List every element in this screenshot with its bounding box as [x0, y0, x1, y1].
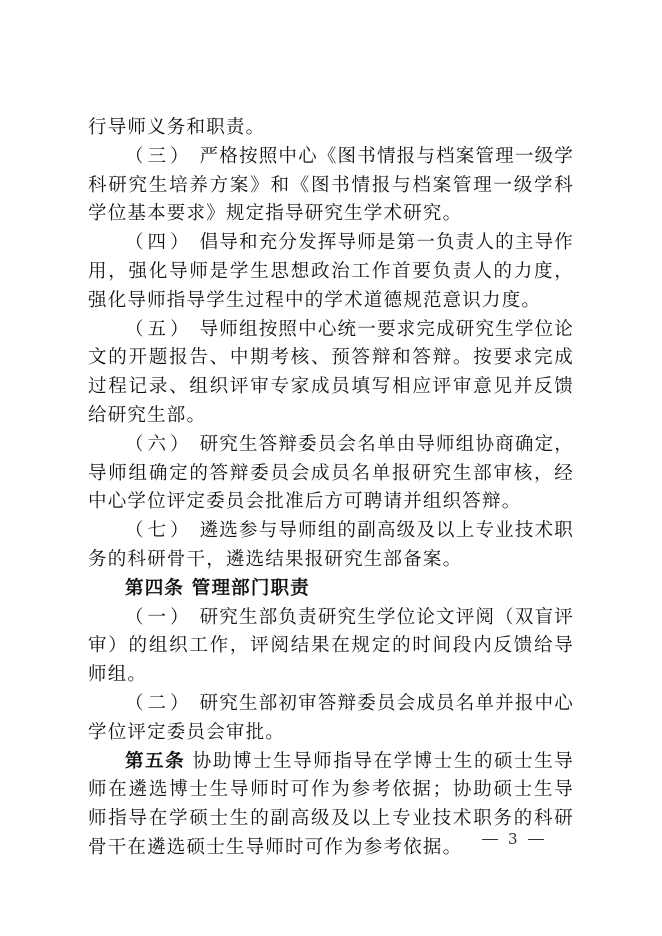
- article-4-heading: 第四条 管理部门职责: [125, 577, 310, 599]
- item-text: 遴选参与导师组的副高级及以上专业技术职务的科研骨干，遴选结果报研究生部备案。: [88, 520, 574, 570]
- dash-right-icon: [528, 839, 544, 840]
- paragraph-continued: 行导师义务和职责。: [88, 117, 266, 138]
- paragraph-item-6: [88, 431, 574, 517]
- page-number-value: 3: [508, 830, 518, 848]
- item-number: （六）: [125, 433, 193, 455]
- item-number: （五）: [125, 318, 193, 340]
- paragraph-article4-item-1: [88, 604, 574, 690]
- paragraph-item-7: [88, 517, 574, 575]
- item-number: （三）: [125, 145, 193, 167]
- paragraph-item-5: [88, 316, 574, 431]
- item-text: 导师组按照中心统一要求完成研究生学位论文的开题报告、中期考核、预答辩和答辩。按要求完成过程记录、组织评审专家成员填写相应评审意见并反馈给研究生部。: [88, 318, 574, 426]
- item-text: 严格按照中心《图书情报与档案管理一级学科研究生培养方案》和《图书情报与档案管理一级学科学位基本要求》规定指导研究生学术研究。: [88, 145, 574, 225]
- page-number: [482, 830, 544, 848]
- item-text: 研究生部负责研究生学位论文评阅（双盲评审）的组织工作，评阅结果在规定的时间段内反馈给导师组。: [88, 606, 574, 686]
- article-5-text: 协助博士生导师指导在学博士生的硕士生导师在遴选博士生导师时可作为参考依据；协助硕士生导师指导在学硕士生的副高级及以上专业技术职务的科研骨干在遴选硕士生导师时可作为参考依据。: [88, 750, 574, 858]
- item-text: 倡导和充分发挥导师是第一负责人的主导作用，强化导师是学生思想政治工作首要负责人的力度，强化导师指导学生过程中的学术道德规范意识力度。: [88, 232, 574, 311]
- article-5-label: 第五条: [125, 750, 186, 772]
- item-text: 研究生答辩委员会名单由导师组协商确定，导师组确定的答辩委员会成员名单报研究生部审核，经中心学位评定委员会批准后方可聘请并组织答辩。: [88, 433, 574, 513]
- item-number: （四）: [125, 232, 193, 254]
- paragraph-article4-item-2: [88, 690, 574, 748]
- item-text: 研究生部初审答辩委员会成员名单并报中心学位评定委员会审批。: [88, 692, 574, 743]
- dash-left-icon: [482, 839, 498, 840]
- item-number: （二）: [125, 692, 193, 714]
- paragraph-item-3: [88, 143, 574, 229]
- item-number: （七）: [125, 520, 193, 542]
- paragraph-item-4: [88, 229, 574, 315]
- item-number: （一）: [125, 606, 193, 628]
- document-body: [88, 114, 574, 863]
